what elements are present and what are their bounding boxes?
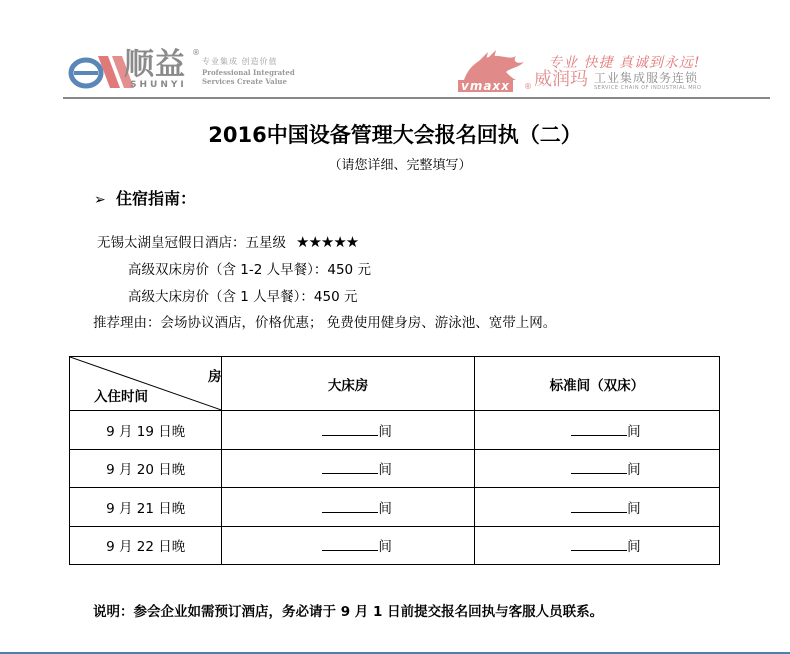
blank-input-line[interactable]	[571, 498, 627, 513]
page-title: 2016中国设备管理大会报名回执（二）	[208, 123, 582, 147]
section-heading	[94, 186, 196, 209]
vmaxx-brand-cn: 威润玛	[534, 69, 588, 90]
twin-room-count-field[interactable]	[474, 411, 719, 450]
table-row	[70, 449, 720, 488]
twin-room-count-field[interactable]	[474, 526, 719, 565]
vmaxx-wordmark: vmaxx	[458, 80, 513, 92]
twin-room-count-field[interactable]	[474, 488, 719, 527]
blank-input-line[interactable]	[322, 498, 378, 513]
vmaxx-slogan: 专业 快捷 真诚到永远!	[548, 55, 701, 71]
section-heading-text: 住宿指南：	[116, 189, 197, 208]
unit-label: 间	[627, 539, 641, 556]
star-rating-icon: ★★★★★	[296, 233, 359, 251]
unit-label: 间	[378, 539, 392, 556]
unit-label: 间	[627, 500, 641, 517]
blank-input-line[interactable]	[322, 421, 378, 436]
vmaxx-logo	[458, 50, 718, 92]
king-room-count-field[interactable]	[222, 488, 474, 527]
room-booking-table	[69, 356, 720, 565]
shunyi-logo	[68, 47, 308, 92]
diagonal-header-cell	[70, 357, 222, 411]
shunyi-slogan-en-line2: Services Create Value	[202, 77, 287, 86]
shunyi-slogan-en-line1: Professional Integrated	[202, 68, 295, 77]
unit-label: 间	[627, 423, 641, 440]
price-king-room: 高级大床房价（含 1 人早餐）：450 元	[128, 289, 358, 305]
blank-input-line[interactable]	[571, 421, 627, 436]
registered-mark: ®	[524, 82, 532, 91]
vmaxx-tagline-cn: 工业集成服务连锁	[594, 71, 699, 85]
unit-label: 间	[378, 423, 392, 440]
king-room-count-field[interactable]	[222, 411, 474, 450]
header-divider	[63, 97, 770, 99]
checkin-date: 9 月 21 日晚	[70, 488, 222, 527]
unit-label: 间	[378, 500, 392, 517]
shunyi-name-en: SHUNYI	[130, 80, 187, 90]
checkin-date: 9 月 22 日晚	[70, 526, 222, 565]
king-room-count-field[interactable]	[222, 449, 474, 488]
checkin-date: 9 月 19 日晚	[70, 411, 222, 450]
column-header-king: 大床房	[222, 357, 474, 411]
column-header-twin: 标准间（双床）	[474, 357, 719, 411]
registered-mark: ®	[192, 48, 200, 57]
table-row	[70, 526, 720, 565]
hotel-name: 无锡太湖皇冠假日酒店：五星级	[97, 235, 286, 251]
room-type-label: 房	[207, 369, 222, 385]
checkin-date: 9 月 20 日晚	[70, 449, 222, 488]
price-double-room: 高级双床房价（含 1-2 人早餐）：450 元	[128, 262, 371, 278]
blank-input-line[interactable]	[571, 536, 627, 551]
checkin-time-label: 入住时间	[94, 389, 148, 405]
table-row	[70, 488, 720, 527]
shunyi-slogan-cn: 专业集成 创造价值	[202, 57, 278, 66]
blank-input-line[interactable]	[571, 459, 627, 474]
footer-note: 说明：参会企业如需预订酒店，务必请于 9 月 1 日前提交报名回执与客服人员联系。	[93, 604, 604, 620]
king-room-count-field[interactable]	[222, 526, 474, 565]
unit-label: 间	[378, 462, 392, 479]
table-header-row	[70, 357, 720, 411]
vmaxx-tagline-en: SERVICE CHAIN OF INDUSTRIAL MRO	[594, 85, 702, 91]
twin-room-count-field[interactable]	[474, 449, 719, 488]
recommendation-reason: 推荐理由：会场协议酒店，价格优惠； 免费使用健身房、游泳池、宽带上网。	[93, 315, 557, 331]
unit-label: 间	[627, 462, 641, 479]
blank-input-line[interactable]	[322, 536, 378, 551]
blank-input-line[interactable]	[322, 459, 378, 474]
shunyi-slogan-en	[202, 68, 295, 86]
page-subtitle: （请您详细、完整填写）	[328, 158, 472, 173]
hotel-name-line	[97, 231, 358, 251]
table-row	[70, 411, 720, 450]
arrow-bullet-icon: ➢	[94, 192, 106, 208]
shunyi-name-cn: 顺益	[124, 47, 186, 82]
